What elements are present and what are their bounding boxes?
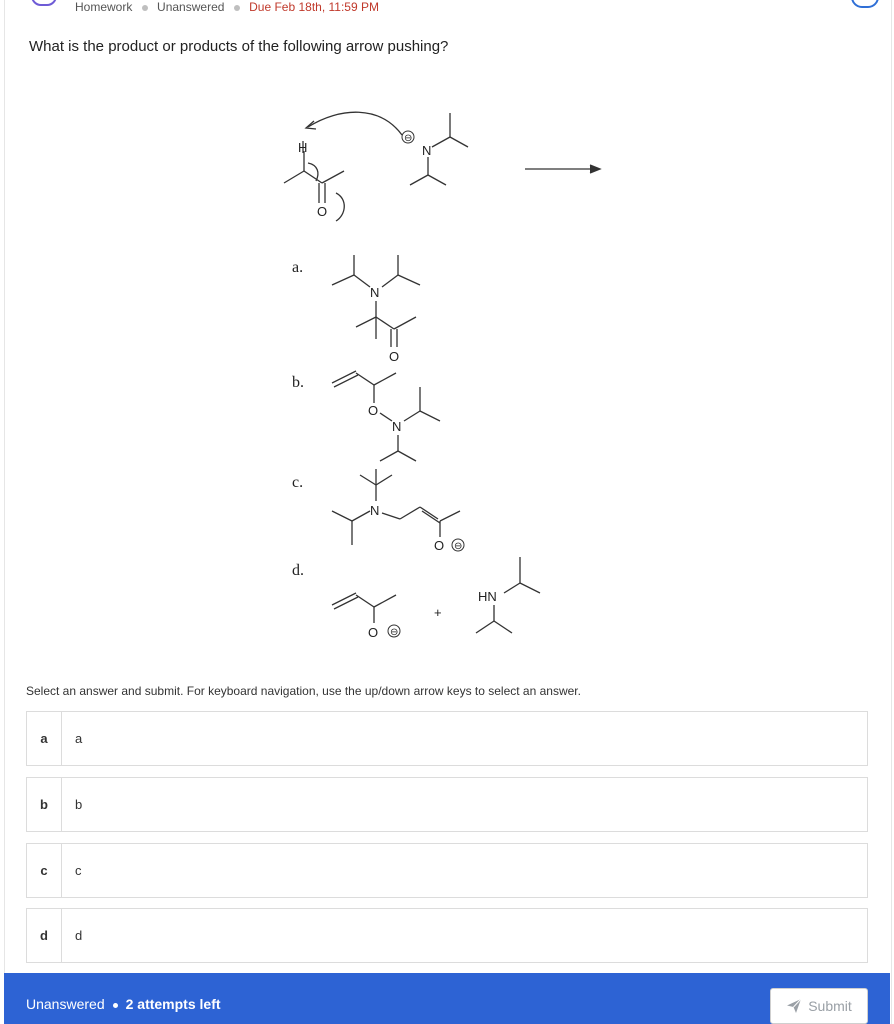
- assignment-icon[interactable]: [31, 0, 57, 6]
- bond: [404, 411, 420, 421]
- bond: [354, 275, 370, 287]
- atom-n: N: [370, 503, 380, 518]
- question-text: What is the product or products of the following arrow pushing?: [29, 38, 449, 55]
- charge-minus: ⊖: [390, 627, 399, 638]
- bond: [494, 621, 512, 633]
- send-icon: [786, 998, 802, 1014]
- bond: [332, 593, 356, 605]
- option-label-b: b.: [292, 374, 304, 391]
- bond: [332, 275, 354, 285]
- reaction-arrow-head: [590, 165, 600, 173]
- assignment-meta: [75, 0, 379, 14]
- bond: [356, 595, 374, 607]
- atom-o: O: [368, 403, 379, 418]
- answer-option-c[interactable]: [26, 843, 868, 898]
- answer-option-a[interactable]: [26, 711, 868, 766]
- atom-n: N: [392, 419, 402, 434]
- answer-text: c: [75, 863, 82, 878]
- answer-text: a: [75, 731, 83, 746]
- bond: [332, 371, 356, 383]
- bond: [440, 511, 460, 521]
- bond: [432, 137, 450, 147]
- bond: [394, 317, 416, 329]
- bond: [356, 317, 376, 327]
- atom-hn: HN: [478, 589, 497, 604]
- separator-dot: [142, 5, 148, 11]
- plus-sign: +: [434, 605, 442, 620]
- bond: [450, 137, 468, 147]
- bond: [382, 513, 400, 519]
- bond: [334, 597, 358, 609]
- bond: [428, 175, 446, 185]
- curved-arrow: [336, 193, 344, 221]
- reaction-diagram: [270, 95, 630, 655]
- bond: [520, 583, 540, 593]
- option-label-d: d.: [292, 562, 304, 579]
- separator-dot: [234, 5, 240, 11]
- submit-button[interactable]: [770, 988, 868, 1024]
- charge-minus: ⊖: [454, 541, 463, 552]
- bond: [398, 451, 416, 461]
- atom-n: N: [370, 285, 380, 300]
- bond: [380, 413, 392, 421]
- bond: [376, 317, 394, 329]
- answer-key: b: [27, 778, 62, 831]
- bond: [422, 511, 440, 523]
- breadcrumb-homework[interactable]: Homework: [75, 0, 133, 14]
- footer-bar: [4, 973, 890, 1024]
- answer-key: c: [27, 844, 62, 897]
- atom-n: N: [422, 143, 432, 158]
- answer-key: d: [27, 909, 62, 962]
- charge-minus: ⊖: [404, 133, 413, 144]
- bond: [382, 275, 398, 287]
- bond: [376, 475, 392, 485]
- curved-arrow: [308, 112, 402, 135]
- atom-o: O: [317, 204, 328, 219]
- atom-h: H: [298, 140, 308, 155]
- answer-option-d[interactable]: [26, 908, 868, 963]
- bond: [284, 171, 304, 183]
- bond: [398, 275, 420, 285]
- curved-arrow: [308, 163, 318, 181]
- bond: [410, 175, 428, 185]
- breadcrumb-status: Unanswered: [157, 0, 225, 14]
- option-label-c: c.: [292, 474, 304, 491]
- attempts-left: 2 attempts left: [125, 996, 221, 1012]
- bond: [352, 511, 370, 521]
- attempt-status: [26, 995, 221, 1013]
- option-label-a: a.: [292, 259, 304, 276]
- answer-key: a: [27, 712, 62, 765]
- bond: [380, 451, 398, 461]
- due-date: Due Feb 18th, 11:59 PM: [249, 0, 379, 14]
- bond: [334, 375, 358, 387]
- answer-text: d: [75, 928, 83, 943]
- bond: [476, 621, 494, 633]
- bond: [322, 171, 344, 183]
- reaction-figure: [270, 95, 630, 655]
- bond: [374, 595, 396, 607]
- submit-label: Submit: [808, 998, 852, 1014]
- bond: [504, 583, 520, 593]
- bond: [304, 171, 322, 183]
- bond: [332, 511, 352, 521]
- menu-icon[interactable]: [851, 0, 879, 8]
- answer-option-b[interactable]: [26, 777, 868, 832]
- bond: [374, 373, 396, 385]
- bond: [400, 507, 420, 519]
- answer-text: b: [75, 797, 83, 812]
- atom-o: O: [434, 538, 445, 553]
- bond: [360, 475, 376, 485]
- atom-o: O: [368, 625, 379, 640]
- status-text: Unanswered: [26, 996, 105, 1012]
- bond: [356, 373, 374, 385]
- separator-dot: [113, 1003, 118, 1008]
- bond: [420, 411, 440, 421]
- bond: [420, 507, 438, 519]
- instructions-text: Select an answer and submit. For keyboard navigation, use the up/down arrow keys to select an answer.: [26, 684, 581, 698]
- atom-o: O: [389, 349, 400, 364]
